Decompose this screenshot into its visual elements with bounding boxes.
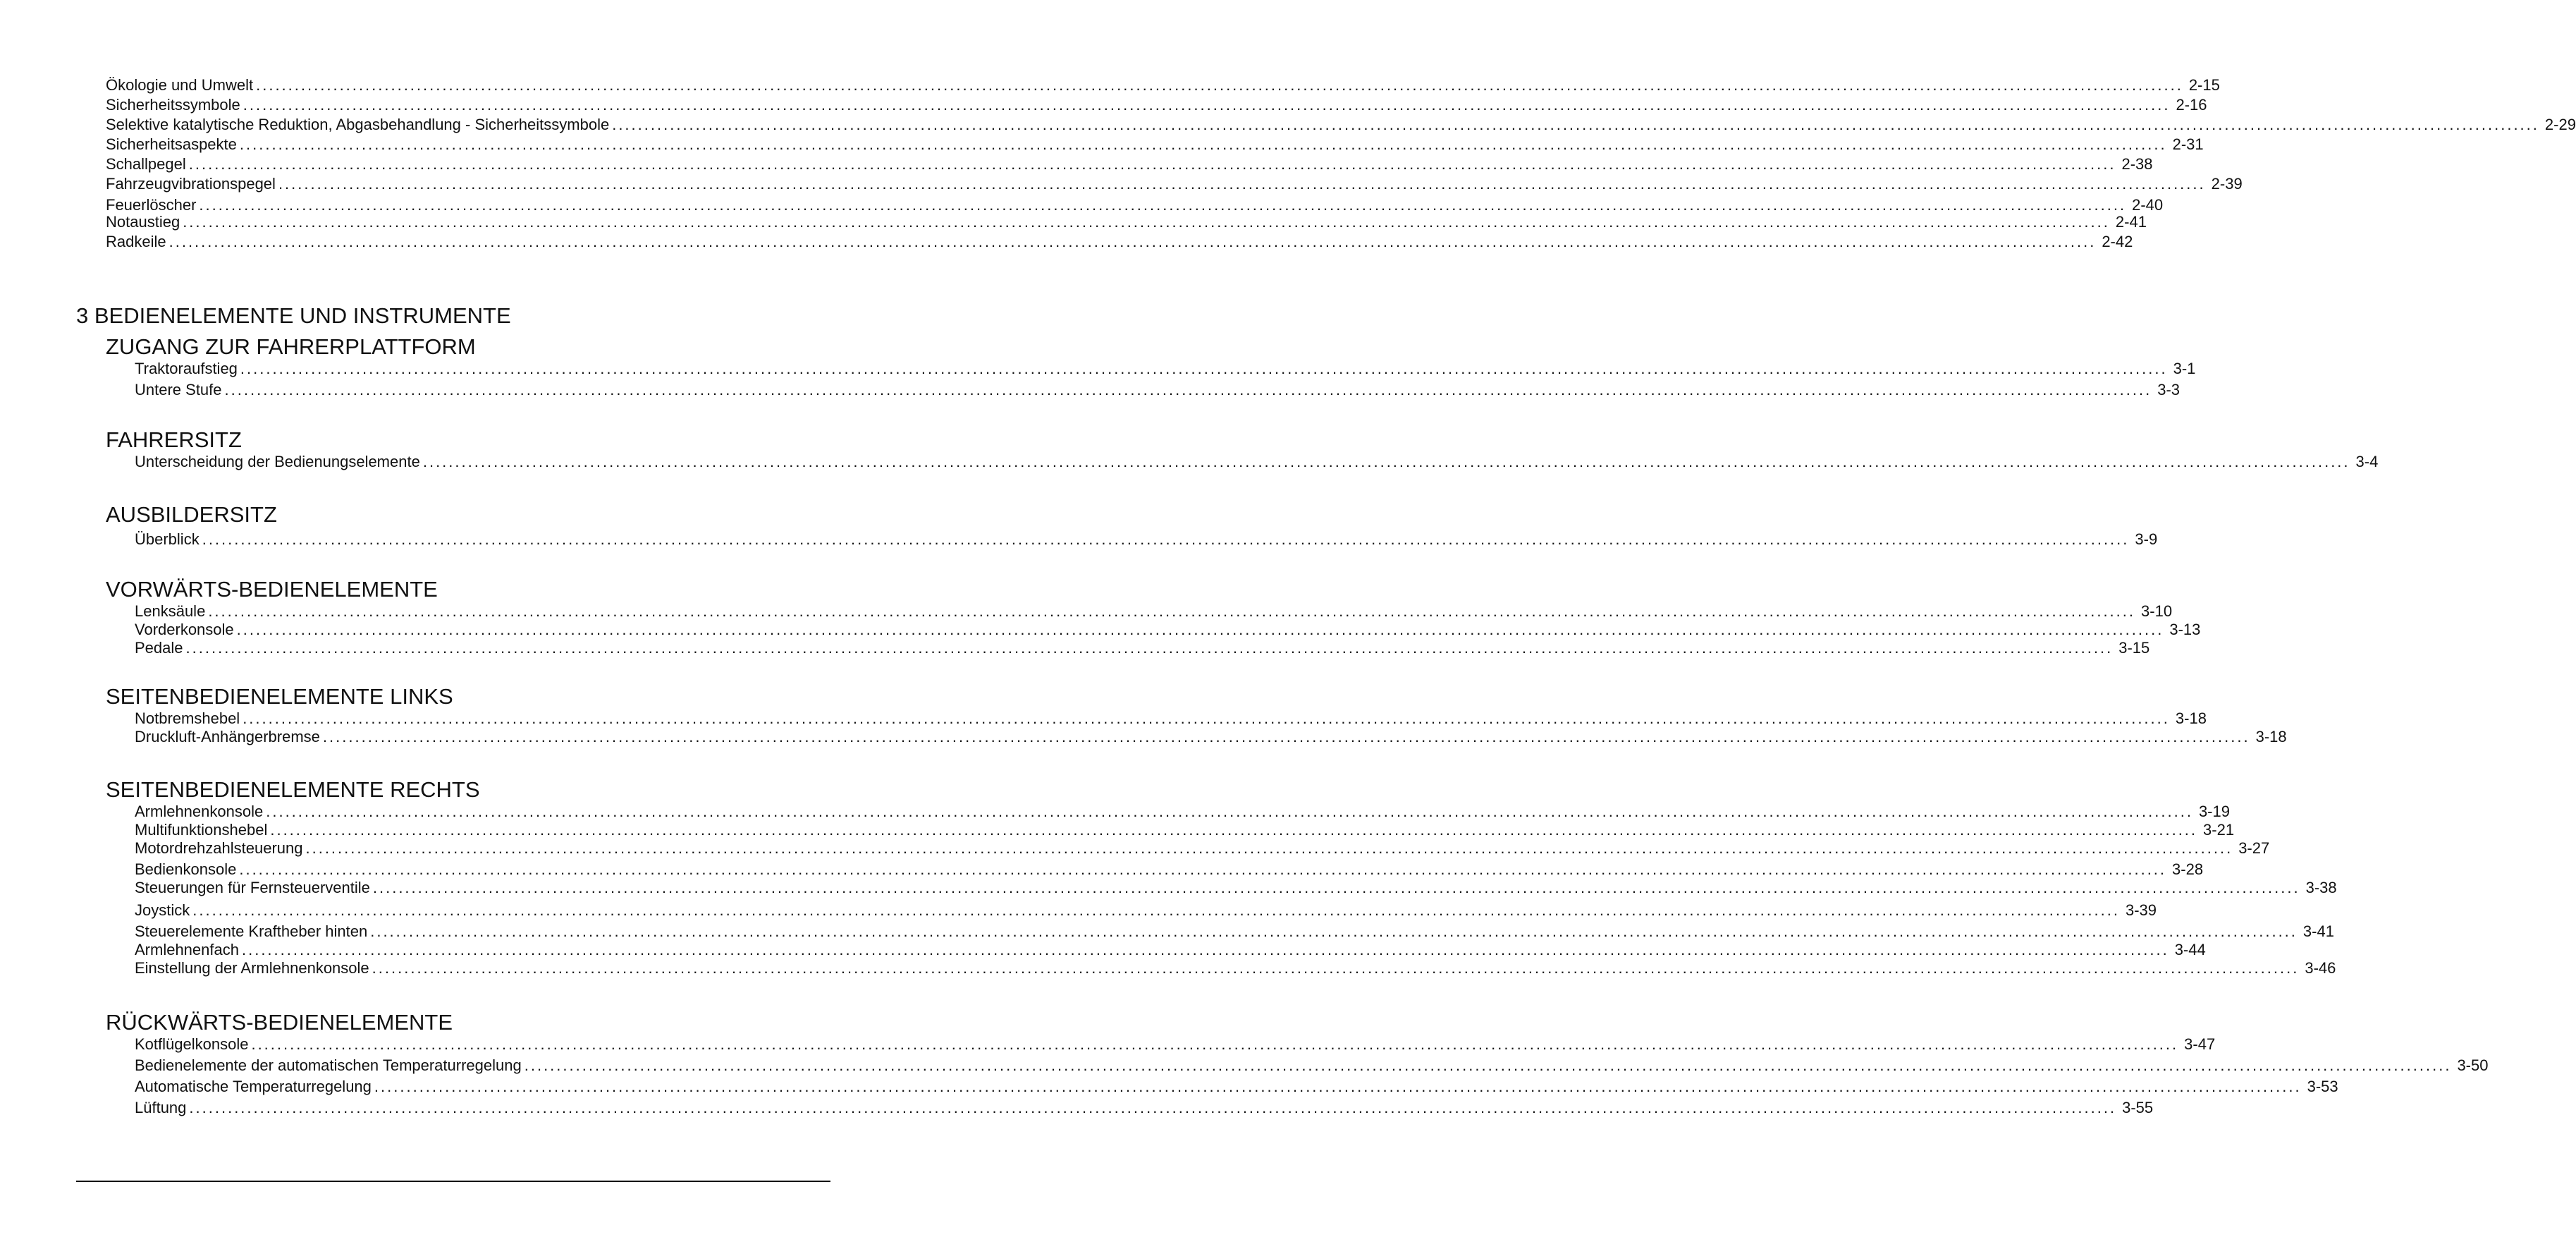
toc-entry-title: Traktoraufstieg [135,360,238,377]
toc-entry[interactable] [135,1075,2338,1096]
toc-leader: ............................................................................................................................................................................................................................................................................................................ [240,360,2168,377]
toc-entry-page: 3-46 [2305,959,2336,977]
toc-entry[interactable] [106,230,2133,251]
toc-entry[interactable] [106,172,2243,193]
toc-entry-page: 3-21 [2203,821,2235,839]
toc-entry-page: 3-41 [2302,922,2334,940]
toc-leader: ............................................................................................................................................................................................................................................................................................................ [241,941,2169,958]
section-heading[interactable]: VORWÄRTS-BEDIENELEMENTE [106,577,438,602]
toc-leader: ............................................................................................................................................................................................................................................................................................................ [185,639,2114,657]
toc-entry-title: Armlehnenkonsole [135,803,264,820]
section-heading[interactable]: SEITENBEDIENELEMENTE RECHTS [106,777,480,802]
toc-entry-title: Selektive katalytische Reduktion, Abgasbehandlung - Sicherheitssymbole [106,116,610,133]
section-heading[interactable]: SEITENBEDIENELEMENTE LINKS [106,684,453,709]
toc-entry-page: 3-38 [2305,879,2337,896]
toc-entry[interactable] [135,450,2379,471]
toc-leader: ............................................................................................................................................................................................................................................................................................................ [224,381,2152,398]
toc-entry-page: 3-10 [2141,602,2173,620]
toc-leader: ............................................................................................................................................................................................................................................................................................................ [305,839,2233,857]
toc-leader: ............................................................................................................................................................................................................................................................................................................ [370,922,2298,940]
toc-entry[interactable] [135,956,2336,977]
toc-entry-title: Unterscheidung der Bedienungselemente [135,453,420,470]
toc-entry-page: 3-18 [2175,709,2207,727]
toc-leader: ............................................................................................................................................................................................................................................................................................................ [239,860,2167,878]
toc-entry-page: 3-27 [2238,839,2270,857]
toc-leader: ............................................................................................................................................................................................................................................................................................................ [372,959,2300,977]
toc-entry[interactable] [135,876,2337,897]
toc-leader: ............................................................................................................................................................................................................................................................................................................ [270,821,2198,839]
toc-entry-title: Fahrzeugvibrationspegel [106,175,276,193]
toc-entry-page: 3-19 [2198,803,2230,820]
toc-entry-title: Überblick [135,530,200,548]
toc-entry-title: Sicherheitsaspekte [106,135,237,153]
toc-entry-page: 3-53 [2307,1078,2338,1095]
toc-entry[interactable] [135,528,2158,549]
toc-entry-page: 2-29 [2544,116,2576,133]
toc-entry-page: 3-13 [2169,621,2201,638]
toc-entry-title: Untere Stufe [135,381,222,398]
section-heading[interactable]: AUSBILDERSITZ [106,502,277,527]
toc-entry[interactable] [106,93,2207,114]
toc-entry-page: 2-41 [2115,213,2147,231]
toc-entry-title: Notaustieg [106,213,180,231]
toc-entry-page: 2-39 [2211,175,2243,193]
toc-entry-title: Radkeile [106,233,166,250]
toc-entry-page: 3-47 [2184,1035,2216,1053]
toc-entry-page: 3-55 [2122,1099,2154,1116]
toc-leader: ............................................................................................................................................................................................................................................................................................................ [243,709,2170,727]
chapter-heading[interactable]: 3 BEDIENELEMENTE UND INSTRUMENTE [76,303,511,328]
toc-entry-title: Schallpegel [106,155,186,173]
toc-entry-page: 3-15 [2118,639,2150,657]
toc-entry[interactable] [135,357,2196,378]
toc-leader: ............................................................................................................................................................................................................................................................................................................ [243,96,2171,114]
toc-leader: ............................................................................................................................................................................................................................................................................................................ [183,213,2110,231]
toc-entry-title: Multifunktionshebel [135,821,268,839]
toc-entry[interactable] [106,152,2153,173]
toc-entry-page: 3-1 [2173,360,2196,377]
toc-entry-title: Lüftung [135,1099,187,1116]
toc-entry-title: Ökologie und Umwelt [106,76,254,94]
toc-entry-page: 2-31 [2172,135,2204,153]
toc-leader: ............................................................................................................................................................................................................................................................................................................ [168,233,2097,250]
toc-entry-page: 3-28 [2172,860,2204,878]
section-heading[interactable]: RÜCKWÄRTS-BEDIENELEMENTE [106,1010,453,1035]
toc-entry-page: 3-18 [2255,728,2287,745]
toc-leader: ............................................................................................................................................................................................................................................................................................................ [239,135,2167,153]
section-heading[interactable]: ZUGANG ZUR FAHRERPLATTFORM [106,334,476,359]
toc-entry-page: 3-3 [2157,381,2181,398]
toc-entry-page: 2-38 [2121,155,2153,173]
toc-leader: ............................................................................................................................................................................................................................................................................................................ [188,155,2116,173]
toc-entry-title: Lenksäule [135,602,206,620]
toc-entry[interactable] [106,133,2204,154]
toc-entry-title: Steuerelemente Kraftheber hinten [135,922,368,940]
toc-leader: ............................................................................................................................................................................................................................................................................................................ [422,453,2350,470]
toc-entry-title: Pedale [135,639,183,657]
footer-rule [76,1181,830,1182]
toc-leader: ............................................................................................................................................................................................................................................................................................................ [251,1035,2179,1053]
toc-entry-page: 3-39 [2125,901,2157,919]
toc-leader: ............................................................................................................................................................................................................................................................................................................ [524,1056,2452,1074]
toc-leader: ............................................................................................................................................................................................................................................................................................................ [199,196,2127,214]
toc-leader: ............................................................................................................................................................................................................................................................................................................ [192,901,2120,919]
toc-entry-page: 3-44 [2174,941,2206,958]
section-heading[interactable]: FAHRERSITZ [106,427,242,452]
toc-entry[interactable] [135,836,2270,858]
toc-entry[interactable] [135,378,2181,399]
toc-entry-title: Bedienkonsole [135,860,237,878]
toc-entry[interactable] [135,725,2287,746]
toc-entry[interactable] [106,73,2220,95]
toc-leader: ............................................................................................................................................................................................................................................................................................................ [208,602,2136,620]
toc-entry[interactable] [135,636,2150,657]
toc-entry-title: Steuerungen für Fernsteuerventile [135,879,370,896]
toc-entry-title: Motordrehzahlsteuerung [135,839,303,857]
toc-entry-page: 2-15 [2188,76,2220,94]
toc-entry-page: 3-50 [2457,1056,2489,1074]
toc-entry-title: Sicherheitssymbole [106,96,240,114]
toc-entry-title: Notbremshebel [135,709,240,727]
toc-entry[interactable] [106,210,2147,231]
toc-entry[interactable] [135,1054,2489,1075]
toc-entry-title: Kotflügelkonsole [135,1035,249,1053]
toc-entry-page: 2-42 [2102,233,2133,250]
toc-leader: ............................................................................................................................................................................................................................................................................................................ [322,728,2250,745]
toc-entry-title: Bedienelemente der automatischen Temperaturregelung [135,1056,522,1074]
toc-entry[interactable] [135,1096,2154,1117]
toc-entry-page: 2-40 [2132,196,2164,214]
toc-entry[interactable] [135,1032,2216,1054]
toc-entry[interactable] [106,113,2576,134]
toc-entry-page: 3-4 [2355,453,2379,470]
toc-leader: ............................................................................................................................................................................................................................................................................................................ [236,621,2164,638]
toc-entry-title: Vorderkonsole [135,621,234,638]
toc-leader: ............................................................................................................................................................................................................................................................................................................ [202,530,2130,548]
toc-leader: ............................................................................................................................................................................................................................................................................................................ [256,76,2183,94]
toc-entry-page: 2-16 [2176,96,2207,114]
toc-entry-title: Automatische Temperaturregelung [135,1078,372,1095]
toc-entry-title: Armlehnenfach [135,941,239,958]
toc-entry-title: Joystick [135,901,190,919]
toc-entry[interactable] [135,898,2157,920]
toc-leader: ............................................................................................................................................................................................................................................................................................................ [266,803,2193,820]
toc-leader: ............................................................................................................................................................................................................................................................................................................ [189,1099,2117,1116]
toc-leader: ............................................................................................................................................................................................................................................................................................................ [278,175,2206,193]
toc-leader: ............................................................................................................................................................................................................................................................................................................ [374,1078,2302,1095]
toc-leader: ............................................................................................................................................................................................................................................................................................................ [612,116,2539,133]
toc-entry-title: Feuerlöscher [106,196,197,214]
toc-entry-page: 3-9 [2135,530,2158,548]
toc-entry-title: Einstellung der Armlehnenkonsole [135,959,369,977]
toc-entry-title: Druckluft-Anhängerbremse [135,728,320,745]
toc-leader: ............................................................................................................................................................................................................................................................................................................ [372,879,2300,896]
